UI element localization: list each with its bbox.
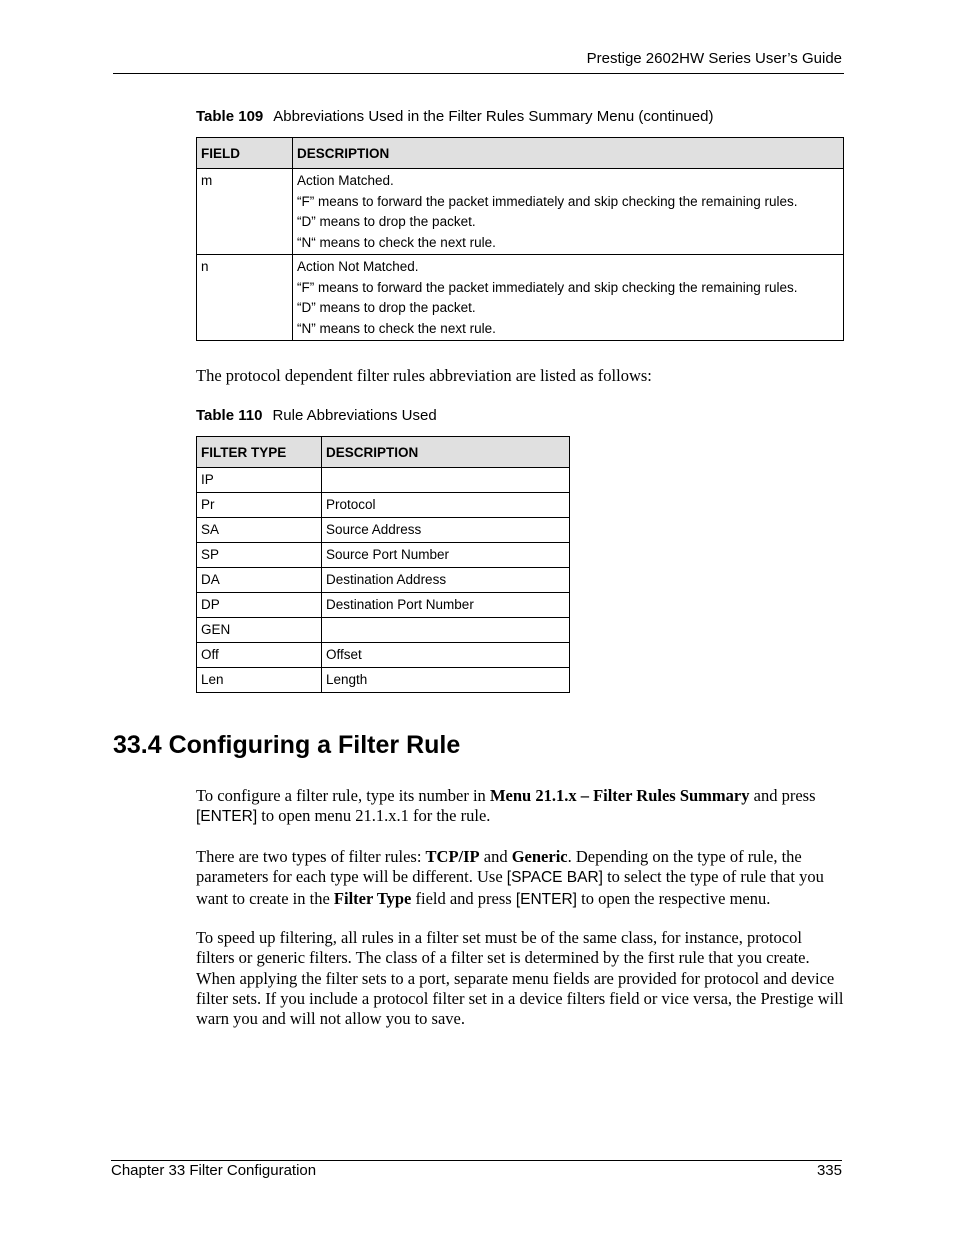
text: To configure a filter rule, type its number in [196, 786, 490, 805]
description-cell [322, 618, 570, 643]
table-header-row [197, 437, 570, 468]
section-heading: 33.4 Configuring a Filter Rule [113, 731, 461, 759]
text: and press [749, 786, 816, 805]
filter-type-cell: SP [197, 543, 322, 568]
intro-paragraph: The protocol dependent filter rules abbreviation are listed as follows: [196, 366, 652, 385]
table-row [197, 468, 570, 493]
table-row [197, 255, 844, 341]
rule-type: Generic [511, 847, 568, 866]
header-rule [113, 73, 844, 74]
table-110 [196, 436, 570, 693]
key-name: [ENTER] [196, 808, 258, 826]
paragraph-3: To speed up filtering, all rules in a filter set must be of the same class, for instance, protocol filters or generic filters. The class of a filter set is determined by the first rule that you create. When applying the filter sets to a port, separate menu fields are provided for protocol and device filter sets. If you include a protocol filter set in a device filters field or vice versa, the Prestige will warn you and will not allow you to save. [196, 928, 844, 1029]
text: There are two types of filter rules: [196, 847, 426, 866]
table-row [197, 169, 844, 255]
table-row [197, 518, 570, 543]
text: to select the type of rule that you want to create in the [196, 867, 824, 908]
table-109-title: Abbreviations Used in the Filter Rules Summary Menu (continued) [273, 108, 714, 125]
description-cell: Length [322, 668, 570, 693]
filter-type-cell: SA [197, 518, 322, 543]
description-cell [293, 255, 844, 341]
filter-type-cell: Len [197, 668, 322, 693]
description-line: Action Not Matched. [297, 259, 419, 274]
description-line: “N” means to check the next rule. [297, 320, 496, 336]
column-header-description: DESCRIPTION [293, 138, 844, 169]
description-line: “F” means to forward the packet immediately and skip checking the remaining rules. [297, 279, 798, 295]
table-row [197, 568, 570, 593]
filter-type-cell: IP [197, 468, 322, 493]
table-109 [196, 137, 844, 341]
text: . Depending on the type of rule, the parameters for each type will be different. Use [196, 847, 802, 887]
page-number: 335 [816, 1162, 842, 1179]
description-cell: Source Address [322, 518, 570, 543]
filter-type-cell: DP [197, 593, 322, 618]
column-header-field: FIELD [197, 138, 293, 169]
menu-name: Menu 21.1.x – Filter Rules Summary [489, 786, 750, 805]
table-row [197, 618, 570, 643]
description-cell: Offset [322, 643, 570, 668]
footer-chapter: Chapter 33 Filter Configuration [111, 1162, 317, 1179]
description-cell [293, 169, 844, 255]
filter-type-cell: Pr [197, 493, 322, 518]
description-line: “D” means to drop the packet. [297, 300, 476, 315]
table-109-label: Table 109 [196, 108, 264, 125]
description-cell: Protocol [322, 493, 570, 518]
description-cell: Source Port Number [322, 543, 570, 568]
description-cell [322, 468, 570, 493]
field-name: Filter Type [333, 888, 412, 908]
table-110-label: Table 110 [196, 407, 263, 424]
table-row [197, 643, 570, 668]
key-name: [SPACE BAR] [506, 869, 603, 887]
text: and [479, 847, 512, 866]
description-cell: Destination Port Number [322, 593, 570, 618]
text: to open the respective menu. [577, 888, 771, 908]
running-header: Prestige 2602HW Series User’s Guide [586, 50, 842, 67]
footer-rule [111, 1160, 842, 1161]
table-row [197, 593, 570, 618]
table-110-caption [196, 407, 437, 424]
table-110-title: Rule Abbreviations Used [272, 407, 437, 424]
column-header-filter-type: FILTER TYPE [197, 437, 322, 468]
description-line: Action Matched. [297, 173, 394, 188]
paragraph-1 [196, 786, 844, 828]
table-row [197, 543, 570, 568]
table-row [197, 668, 570, 693]
table-row [197, 493, 570, 518]
filter-type-cell: GEN [197, 618, 322, 643]
field-cell: m [197, 169, 293, 255]
filter-type-cell: Off [197, 643, 322, 668]
key-name: [ENTER] [515, 890, 577, 908]
column-header-description: DESCRIPTION [322, 437, 570, 468]
filter-type-cell: DA [197, 568, 322, 593]
description-line: “D” means to drop the packet. [297, 214, 476, 229]
table-header-row [197, 138, 844, 169]
text: field and press [411, 888, 516, 908]
description-line: “N“ means to check the next rule. [297, 234, 496, 250]
description-cell: Destination Address [322, 568, 570, 593]
paragraph-2 [196, 847, 844, 910]
field-cell: n [197, 255, 293, 341]
text: to open menu 21.1.x.1 for the rule. [257, 806, 491, 826]
table-109-caption [196, 108, 713, 125]
description-line: “F” means to forward the packet immediately and skip checking the remaining rules. [297, 193, 798, 209]
rule-type: TCP/IP [425, 847, 480, 866]
